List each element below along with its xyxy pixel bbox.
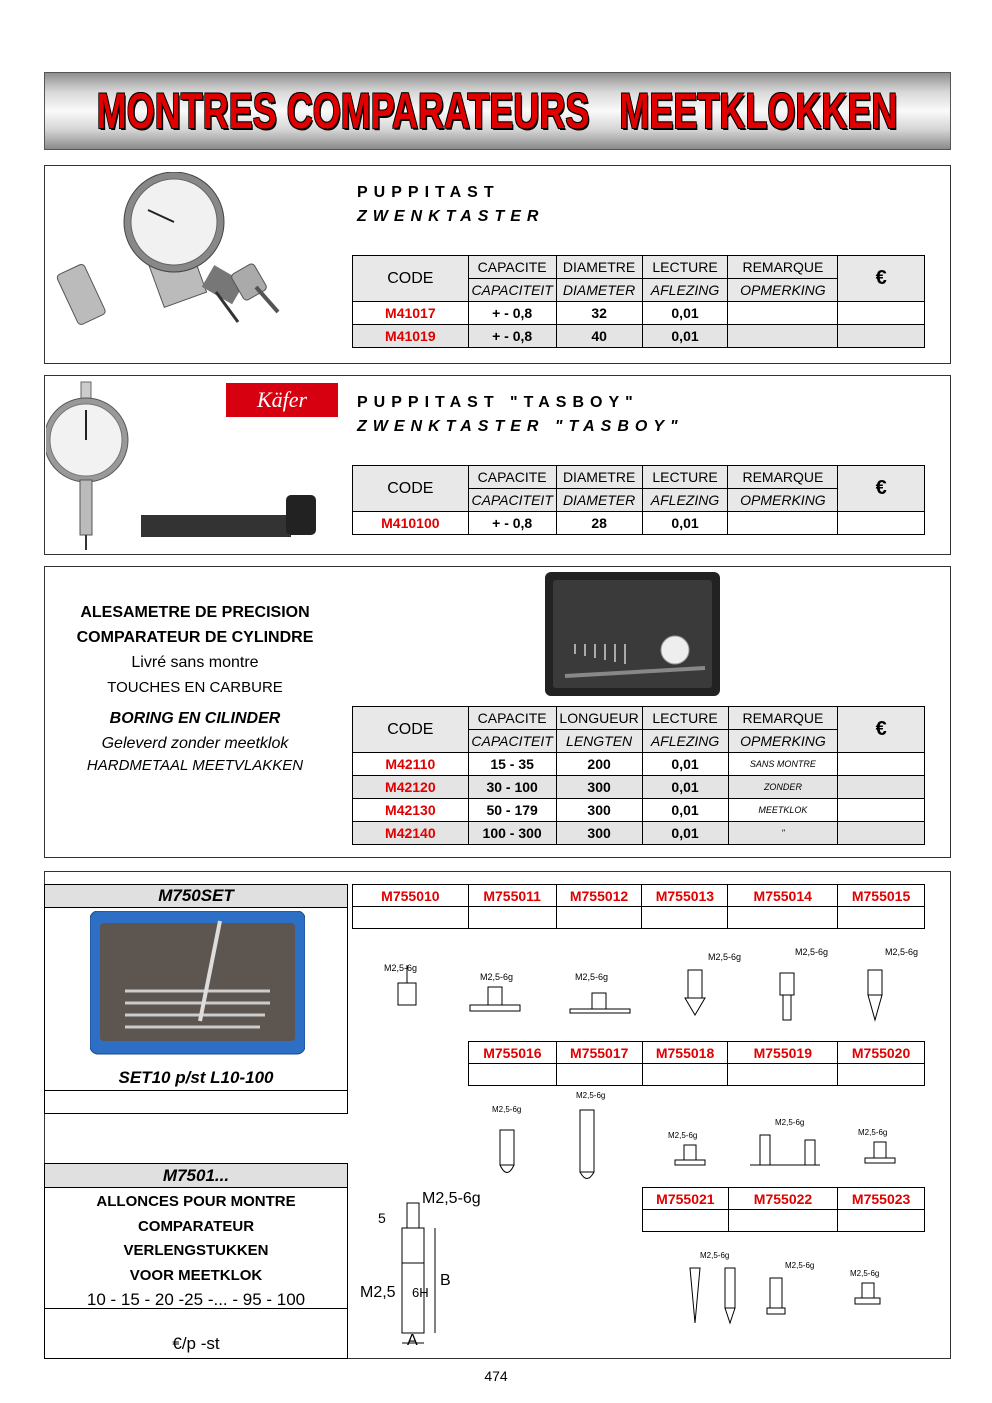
cell: 40 — [556, 325, 642, 348]
cell: 200 — [556, 753, 642, 776]
hdr-lec-nl: AFLEZING — [642, 730, 728, 753]
code-cell: M755016 — [469, 1042, 557, 1064]
extension-drawing — [360, 1185, 490, 1350]
price-cell — [469, 1064, 557, 1086]
hdr-code: CODE — [353, 256, 469, 302]
dim-b-label: B — [440, 1272, 451, 1289]
price-cell — [728, 907, 838, 929]
hdr-rem-fr: REMARQUE — [728, 256, 838, 279]
tip-drawing-ball-short — [492, 1105, 521, 1173]
s1-title-fr: PUPPITAST — [357, 184, 500, 201]
tip-drawing-double — [750, 1118, 820, 1165]
hdr-dia-nl: DIAMETER — [556, 489, 642, 512]
s3-line: HARDMETAAL MEETVLAKKEN — [86, 757, 304, 774]
s2-table — [352, 465, 925, 535]
s3-line: TOUCHES EN CARBURE — [107, 679, 283, 696]
ext-line: ALLONCES POUR MONTRE — [96, 1193, 296, 1210]
set-price-cell — [44, 1091, 348, 1114]
cell: 50 - 179 — [468, 799, 556, 822]
page-number: 474 — [484, 1368, 508, 1384]
cell: M41019 — [353, 325, 469, 348]
table-row — [353, 325, 925, 348]
thread-label: M2,5-6g — [422, 1190, 481, 1207]
cell: 28 — [556, 512, 642, 535]
table-row — [353, 776, 925, 799]
price-cell — [556, 907, 642, 929]
hdr-cap-fr: CAPACITE — [468, 707, 556, 730]
codes-table-2 — [468, 1041, 925, 1086]
price-cell — [643, 1210, 729, 1232]
table-row — [353, 512, 925, 535]
s2-title-fr: PUPPITAST "TASBOY" — [357, 394, 639, 411]
hdr-rem-nl: OPMERKING — [728, 489, 838, 512]
table-row — [353, 822, 925, 845]
codes-table-3 — [642, 1187, 925, 1232]
kafer-logo — [226, 383, 338, 417]
cell — [728, 302, 838, 325]
cell — [838, 753, 925, 776]
thread2-label: M2,5 — [360, 1284, 396, 1301]
set-title: M750SET — [44, 884, 348, 908]
hdr-code: CODE — [353, 707, 469, 753]
cell: + - 0,8 — [468, 512, 556, 535]
cell: 15 - 35 — [468, 753, 556, 776]
tip-drawing-short-cylinder — [767, 1261, 814, 1314]
price-cell — [353, 907, 469, 929]
hdr-len-nl: LENGTEN — [556, 730, 642, 753]
cell: 0,01 — [642, 753, 728, 776]
code-cell: M755023 — [838, 1188, 925, 1210]
thread-label: M2,5-6g — [775, 1118, 805, 1127]
code-cell: M755012 — [556, 885, 642, 907]
cell: M410100 — [353, 512, 469, 535]
logo-text: Käfer — [256, 387, 308, 412]
price-cell — [838, 1064, 925, 1086]
ext-text — [44, 1190, 348, 1313]
tip-drawing-flat — [384, 963, 417, 1005]
cell — [838, 822, 925, 845]
codes-table-1 — [352, 884, 925, 929]
cell: 0,01 — [642, 512, 728, 535]
hdr-lec-fr: LECTURE — [642, 707, 728, 730]
cell — [838, 302, 925, 325]
s2-title-nl: ZWENKTASTER "TASBOY" — [357, 418, 684, 435]
s3-text — [50, 600, 340, 776]
hdr-cap-nl: CAPACITEIT — [468, 730, 556, 753]
cell: 300 — [556, 799, 642, 822]
cell: M42140 — [353, 822, 469, 845]
s3-line: Geleverd zonder meetklok — [101, 735, 289, 752]
s3-line: BORING EN CILINDER — [109, 710, 281, 727]
cell: + - 0,8 — [468, 302, 556, 325]
ext-title: M7501... — [44, 1163, 348, 1188]
code-cell: M755017 — [556, 1042, 642, 1064]
hdr-lec-nl: AFLEZING — [642, 279, 728, 302]
cell — [838, 325, 925, 348]
cell: M42130 — [353, 799, 469, 822]
code-cell: M755021 — [643, 1188, 729, 1210]
s3-table — [352, 706, 925, 845]
tip-drawing-flat-disc — [858, 1128, 895, 1163]
dim-a-label: A — [407, 1332, 418, 1349]
s3-line: COMPARATEUR DE CYLINDRE — [76, 629, 314, 646]
dial-indicator-image — [56, 172, 316, 332]
tip-drawing-wide-disc — [850, 1269, 880, 1304]
cell: M41017 — [353, 302, 469, 325]
extension-set-case-image — [90, 911, 305, 1056]
tip-drawings-row2 — [470, 1090, 930, 1185]
hdr-dia-fr: DIAMETRE — [556, 466, 642, 489]
thread-label: M2,5-6g — [700, 1251, 730, 1260]
s1-title-nl: ZWENKTASTER — [357, 208, 545, 225]
hdr-dia-fr: DIAMETRE — [556, 256, 642, 279]
hdr-cap-fr: CAPACITE — [468, 256, 556, 279]
thread-label: M2,5-6g — [795, 947, 829, 957]
price-cell — [556, 1064, 642, 1086]
price-cell — [838, 907, 925, 929]
cell — [838, 776, 925, 799]
thread-label: M2,5-6g — [668, 1131, 698, 1140]
hdr-rem-nl: OPMERKING — [728, 730, 838, 753]
cell: " — [728, 822, 838, 845]
hdr-lec-fr: LECTURE — [642, 256, 728, 279]
ext-line: COMPARATEUR — [137, 1217, 255, 1235]
dim-5-label: 5 — [378, 1210, 386, 1226]
cell: + - 0,8 — [468, 325, 556, 348]
thread-label: M2,5-6g — [850, 1269, 880, 1278]
cell: M42120 — [353, 776, 469, 799]
thread-label: M2,5-6g — [480, 972, 514, 982]
code-cell: M755010 — [353, 885, 469, 907]
banner-title: MONTRES COMPARATEURS MEETKLOKKEN — [97, 83, 898, 139]
code-cell: M755020 — [838, 1042, 925, 1064]
s3-line: ALESAMETRE DE PRECISION — [80, 604, 310, 621]
page-banner — [44, 72, 951, 150]
dim-h-label: 6H — [412, 1285, 429, 1300]
cell: SANS MONTRE — [728, 753, 838, 776]
cell: 32 — [556, 302, 642, 325]
ext-divider — [44, 1308, 348, 1309]
price-cell — [642, 1064, 728, 1086]
thread-label: M2,5-6g — [885, 947, 919, 957]
hdr-price: € — [838, 466, 925, 512]
hdr-cap-nl: CAPACITEIT — [468, 489, 556, 512]
ext-price: €/p -st — [172, 1334, 220, 1353]
thread-label: M2,5-6g — [492, 1105, 522, 1114]
price-cell — [838, 1210, 925, 1232]
hdr-rem-fr: REMARQUE — [728, 466, 838, 489]
price-cell — [728, 1064, 838, 1086]
cell: 0,01 — [642, 325, 728, 348]
thread-label: M2,5-6g — [708, 952, 742, 962]
tip-drawing-needles — [690, 1251, 735, 1323]
ext-line: VOOR MEETKLOK — [129, 1266, 263, 1284]
s3-line: Livré sans montre — [131, 654, 259, 671]
tip-drawing-disc10 — [470, 972, 520, 1011]
tip-drawing-cone — [685, 952, 741, 1015]
code-cell: M755011 — [468, 885, 556, 907]
price-cell — [468, 907, 556, 929]
tip-drawing-disc-thin — [570, 972, 630, 1013]
hdr-rem-fr: REMARQUE — [728, 707, 838, 730]
code-cell: M755013 — [642, 885, 728, 907]
cell: M42110 — [353, 753, 469, 776]
hdr-cap-nl: CAPACITEIT — [468, 279, 556, 302]
cell: ZONDER — [728, 776, 838, 799]
cell — [728, 325, 838, 348]
table-row — [353, 799, 925, 822]
hdr-cap-fr: CAPACITE — [468, 466, 556, 489]
thread-label: M2,5-6g — [384, 963, 418, 973]
bore-gauge-case-image — [545, 572, 720, 698]
tip-drawing-small-disc — [668, 1131, 705, 1165]
cell: 30 - 100 — [468, 776, 556, 799]
cell: 300 — [556, 822, 642, 845]
cell — [728, 512, 838, 535]
code-cell: M755018 — [642, 1042, 728, 1064]
cell: MEETKLOK — [728, 799, 838, 822]
tip-drawings-row3 — [640, 1238, 930, 1333]
hdr-lec-fr: LECTURE — [642, 466, 728, 489]
cell: 0,01 — [642, 822, 728, 845]
thread-label: M2,5-6g — [575, 972, 609, 982]
hdr-len-fr: LONGUEUR — [556, 707, 642, 730]
ext-line: VERLENGSTUKKEN — [123, 1242, 269, 1259]
hdr-price: € — [838, 256, 925, 302]
hdr-dia-nl: DIAMETER — [556, 279, 642, 302]
price-cell — [728, 1210, 838, 1232]
code-cell: M755014 — [728, 885, 838, 907]
s1-table — [352, 255, 925, 348]
hdr-rem-nl: OPMERKING — [728, 279, 838, 302]
tip-drawings-row1 — [370, 935, 930, 1030]
set-caption: SET10 p/st L10-100 — [118, 1068, 274, 1087]
cell — [838, 512, 925, 535]
cell — [838, 799, 925, 822]
thread-label: M2,5-6g — [785, 1261, 815, 1270]
code-cell: M755019 — [728, 1042, 838, 1064]
hdr-lec-nl: AFLEZING — [642, 489, 728, 512]
hdr-code: CODE — [353, 466, 469, 512]
table-row — [353, 302, 925, 325]
cell: 0,01 — [642, 799, 728, 822]
cell: 0,01 — [642, 776, 728, 799]
table-row — [353, 753, 925, 776]
tip-drawing-point — [868, 947, 918, 1020]
hdr-price: € — [838, 707, 925, 753]
tip-drawing-pin — [780, 947, 828, 1020]
ext-sizes: 10 - 15 - 20 -25 -... - 95 - 100 — [86, 1290, 306, 1309]
code-cell: M755015 — [838, 885, 925, 907]
price-cell — [642, 907, 728, 929]
cell: 300 — [556, 776, 642, 799]
thread-label: M2,5-6g — [576, 1091, 606, 1100]
code-cell: M755022 — [728, 1188, 838, 1210]
cell: 0,01 — [642, 302, 728, 325]
tip-drawing-ball-long — [576, 1091, 605, 1179]
thread-label: M2,5-6g — [858, 1128, 888, 1137]
cell: 100 - 300 — [468, 822, 556, 845]
